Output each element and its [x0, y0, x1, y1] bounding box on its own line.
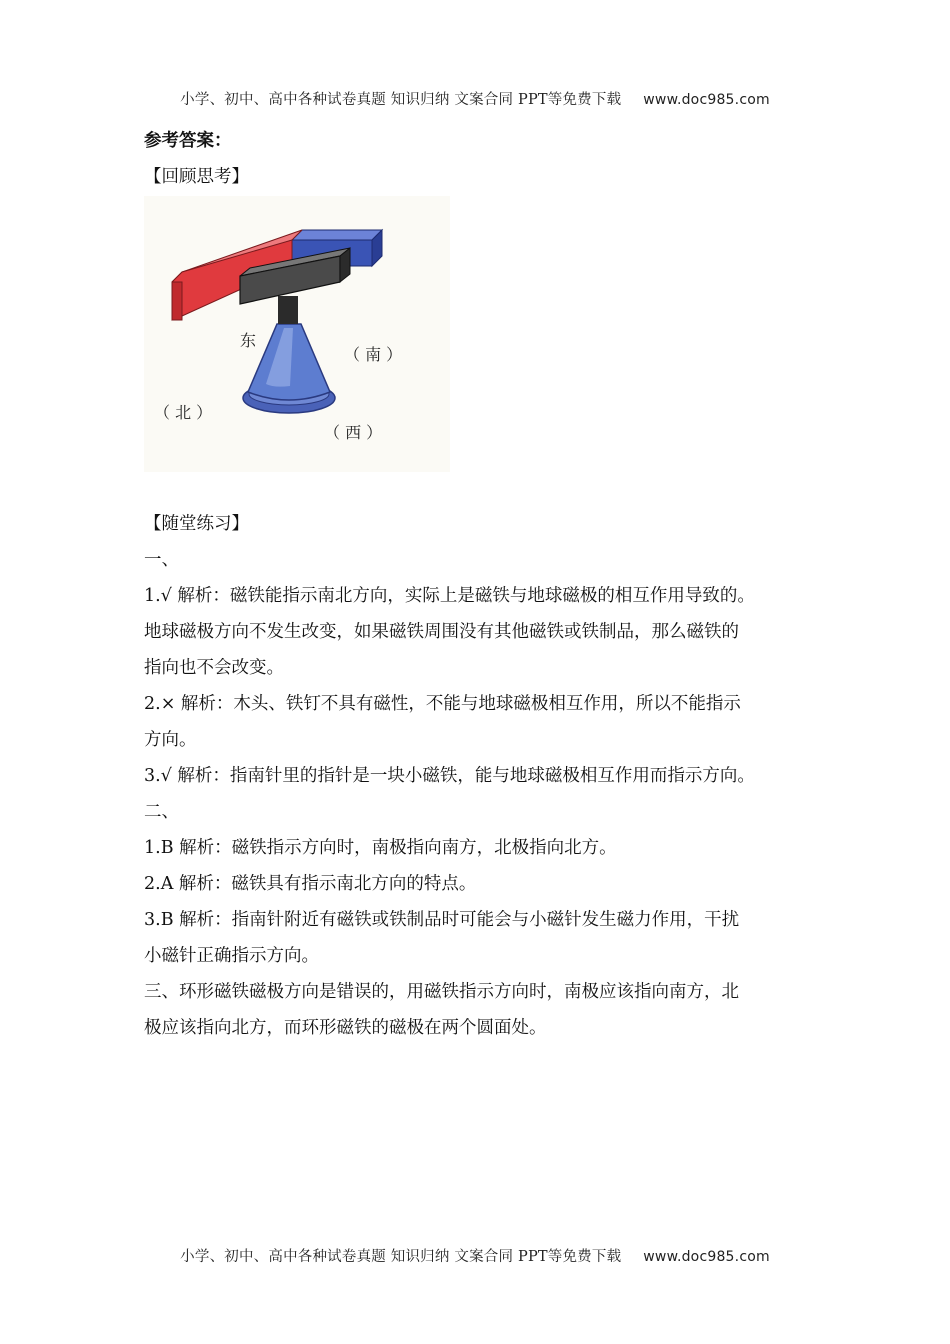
- section2-line: 1.B 解析：磁铁指示方向时，南极指向南方，北极指向北方。: [144, 838, 617, 858]
- section2-label: 二、: [144, 802, 179, 822]
- section2-line: 2.A 解析：磁铁具有指示南北方向的特点。: [144, 874, 477, 894]
- label-south: （ 南 ）: [344, 345, 403, 364]
- magnet-compass-figure: [144, 196, 450, 472]
- footer-text: 小学、初中、高中各种试卷真题 知识归纳 文案合同 PPT等免费下载: [180, 1249, 622, 1265]
- section1-line: 地球磁极方向不发生改变，如果磁铁周围没有其他磁铁或铁制品，那么磁铁的: [144, 622, 739, 642]
- section3-line: 三、环形磁铁磁极方向是错误的，用磁铁指示方向时，南极应该指向南方，北: [144, 982, 739, 1002]
- blue-bar-top: [292, 230, 382, 240]
- label-east: 东: [240, 331, 257, 350]
- footer-site-link[interactable]: www.doc985.com: [643, 1249, 770, 1265]
- pivot-post: [278, 296, 298, 324]
- document-body: [144, 123, 814, 1046]
- section1-line: 方向。: [144, 730, 197, 750]
- section1-line: 3.√ 解析：指南针里的指针是一块小磁铁，能与地球磁极相互作用而指示方向。: [144, 766, 755, 786]
- practice-heading: 【随堂练习】: [144, 514, 249, 534]
- review-heading: 【回顾思考】: [144, 167, 249, 187]
- answers-title: 参考答案：: [144, 131, 232, 151]
- header-text: 小学、初中、高中各种试卷真题 知识归纳 文案合同 PPT等免费下载: [180, 92, 622, 108]
- page-header: [0, 88, 950, 109]
- label-west: （ 西 ）: [324, 423, 383, 442]
- section1-line: 指向也不会改变。: [144, 658, 284, 678]
- label-north: （ 北 ）: [154, 403, 213, 422]
- section3-line: 极应该指向北方，而环形磁铁的磁极在两个圆面处。: [144, 1018, 547, 1038]
- section1-line: 2.× 解析：木头、铁钉不具有磁性，不能与地球磁极相互作用，所以不能指示: [144, 694, 741, 714]
- page-footer: [0, 1245, 950, 1266]
- section1-label: 一、: [144, 550, 179, 570]
- header-site-link[interactable]: www.doc985.com: [643, 92, 770, 108]
- section2-line: 小磁针正确指示方向。: [144, 946, 319, 966]
- section1-line: 1.√ 解析：磁铁能指示南北方向，实际上是磁铁与地球磁极的相互作用导致的。: [144, 586, 755, 606]
- section2-line: 3.B 解析：指南针附近有磁铁或铁制品时可能会与小磁针发生磁力作用，干扰: [144, 910, 740, 930]
- red-bar-end: [172, 282, 182, 320]
